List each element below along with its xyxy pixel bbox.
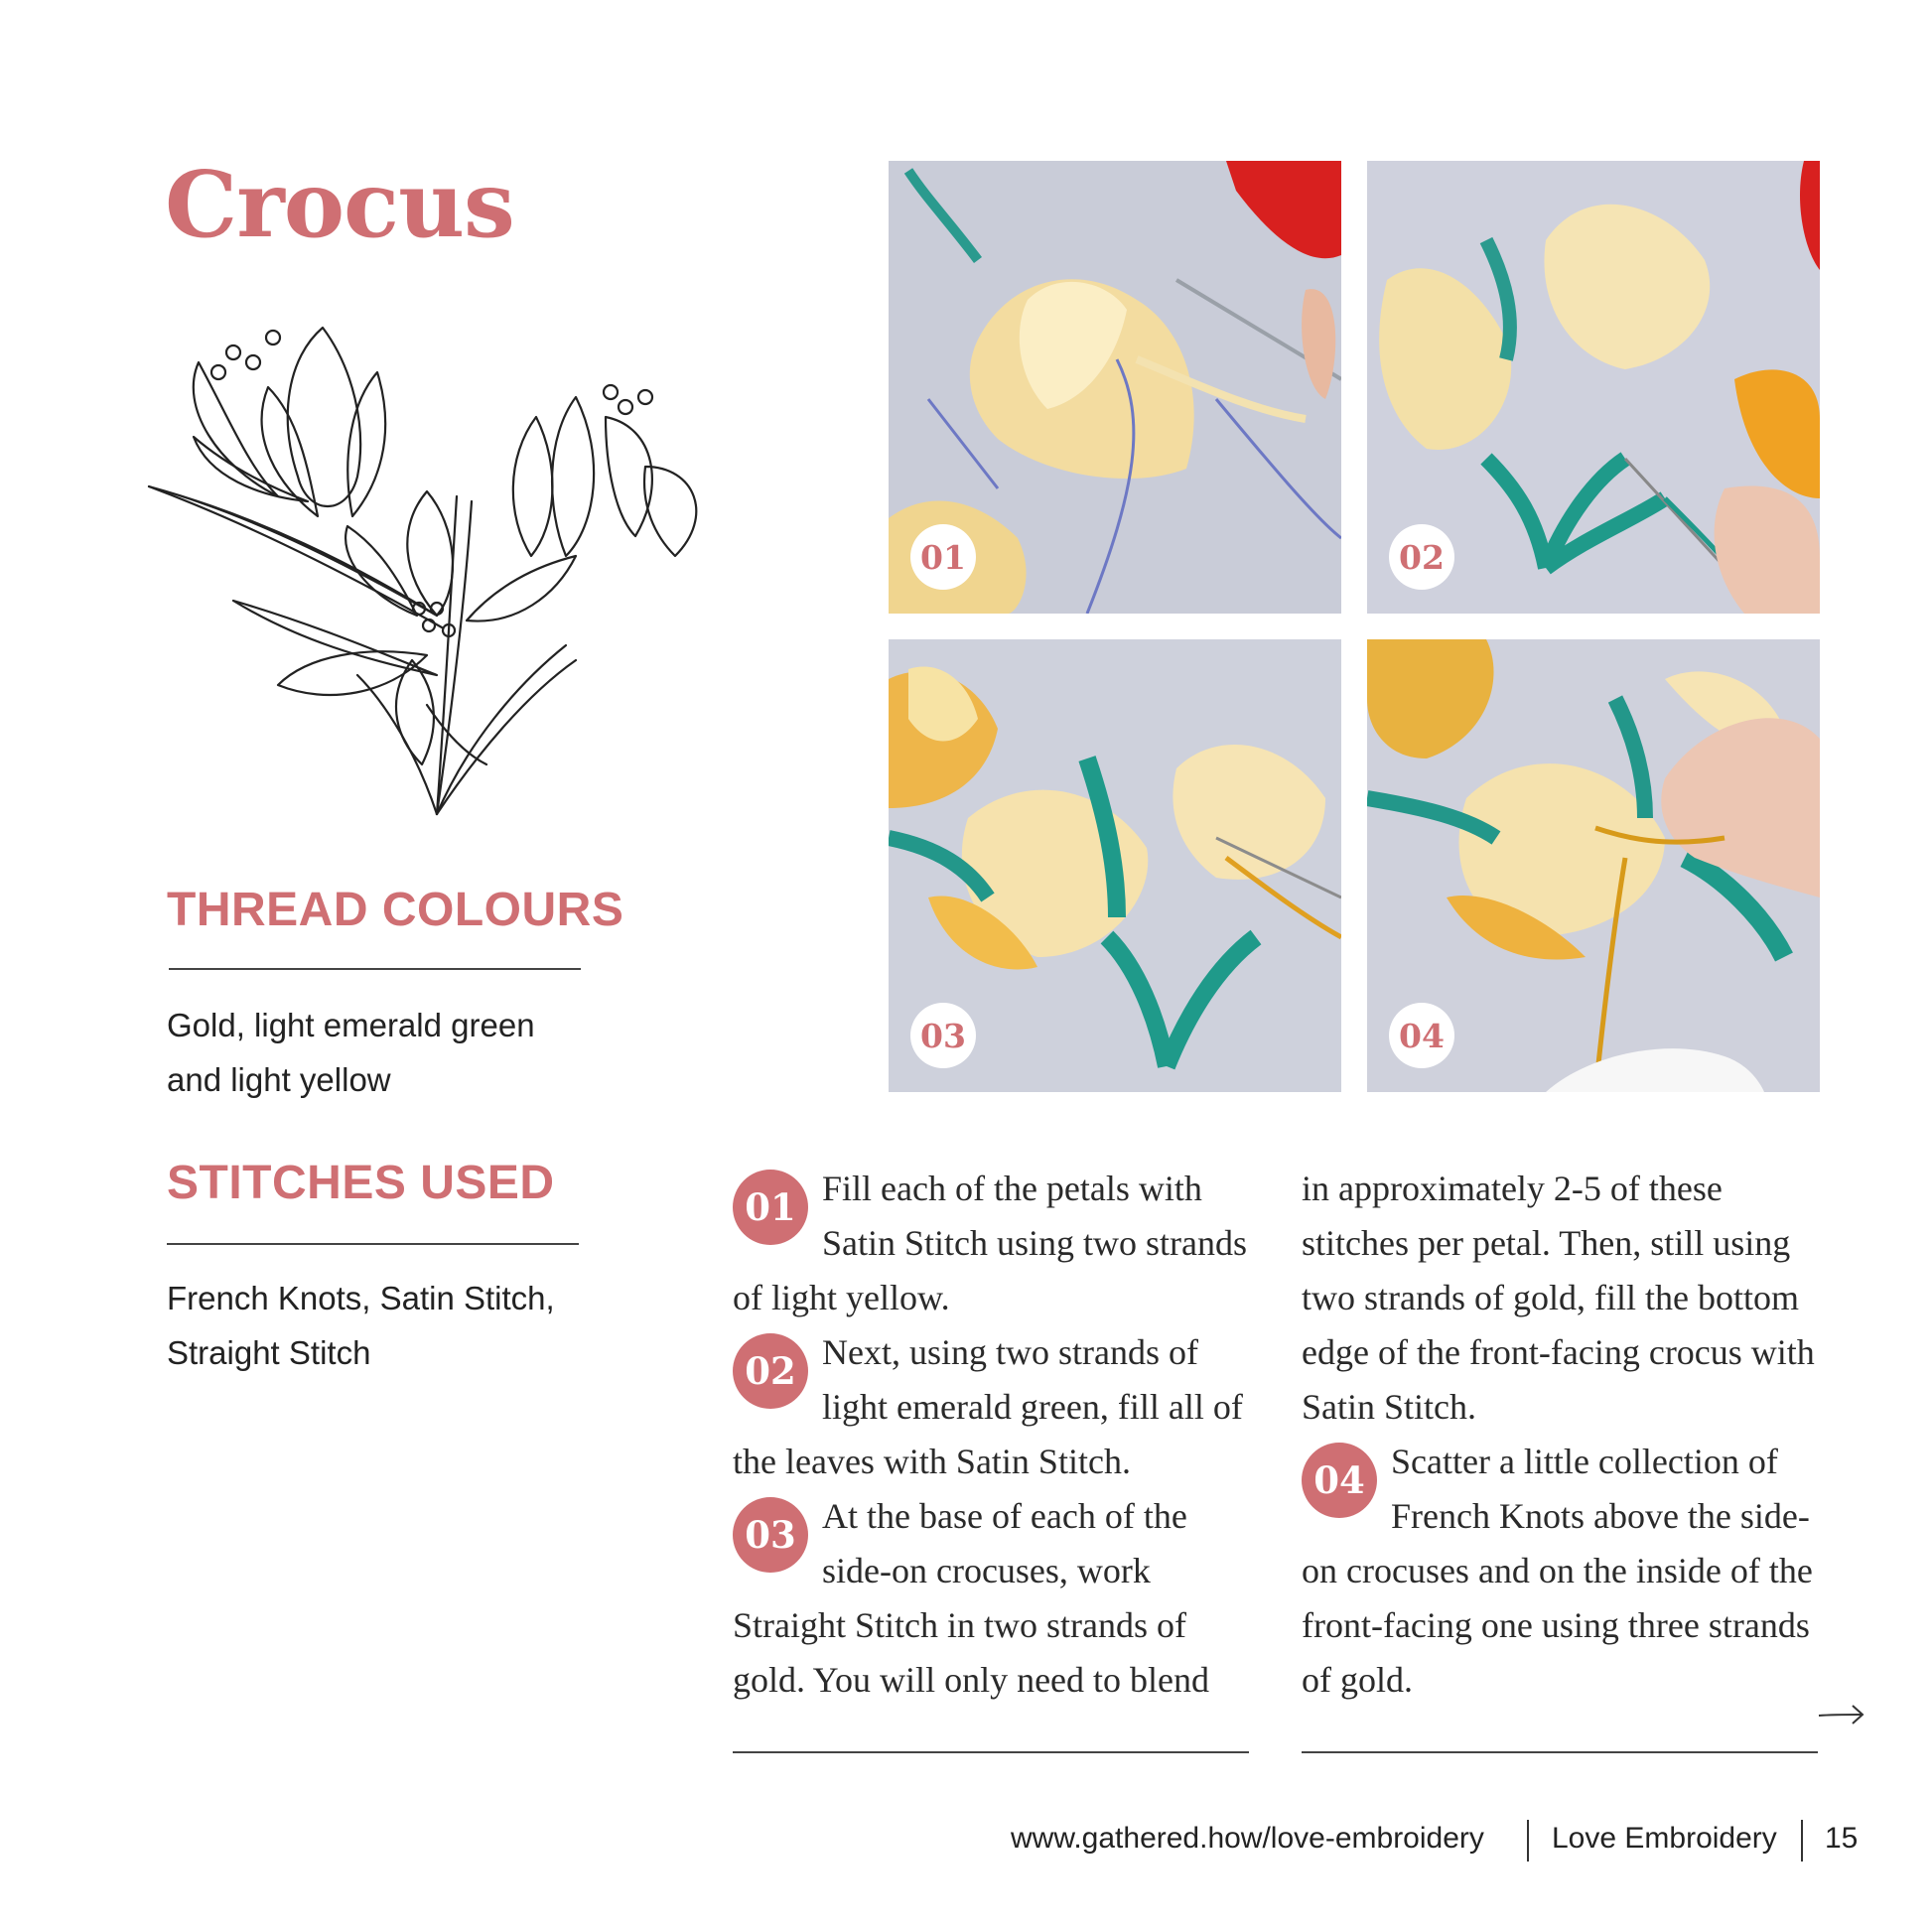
step-photo-04	[1367, 639, 1820, 1092]
step-photo-badge: 01	[910, 524, 976, 590]
footer-divider	[1801, 1820, 1803, 1862]
step-photo-01	[889, 161, 1341, 614]
column-1-bottom-rule	[733, 1751, 1249, 1753]
step-text: Scatter a little collection of French Knots above the side-on crocuses and on the inside of the front-facing one using three strands of gold.	[1302, 1442, 1813, 1700]
step-photo-badge: 03	[910, 1003, 976, 1068]
step-01	[733, 1162, 1249, 1325]
page-number: 15	[1825, 1822, 1859, 1855]
step-number-badge: 04	[1302, 1443, 1377, 1518]
stitches-used-line-1: French Knots, Satin Stitch,	[167, 1280, 555, 1316]
instructions-column-2	[1302, 1162, 1818, 1708]
thread-colours-line-1: Gold, light emerald green	[167, 1007, 535, 1043]
stitches-used-divider	[167, 1243, 579, 1245]
step-number-badge: 02	[733, 1333, 808, 1409]
step-text: At the base of each of the side-on crocuses, work Straight Stitch in two strands of gold. You will only need to blend	[733, 1496, 1210, 1700]
step-number-badge: 03	[733, 1497, 808, 1573]
step-02	[733, 1325, 1249, 1489]
footer-divider	[1527, 1820, 1529, 1862]
step-text: in approximately 2-5 of these stitches per petal. Then, still using two strands of gold, fill the bottom edge of the front-facing crocus with Satin Stitch.	[1302, 1169, 1815, 1427]
crocus-pattern-illustration	[139, 318, 834, 834]
footer-magazine-name: Love Embroidery	[1552, 1822, 1777, 1855]
step-photo-badge: 02	[1389, 524, 1454, 590]
step-photo-02	[1367, 161, 1820, 614]
stitches-used-heading: STITCHES USED	[167, 1157, 555, 1209]
page-title: Crocus	[165, 151, 514, 258]
thread-colours-heading: THREAD COLOURS	[167, 884, 624, 936]
step-04	[1302, 1435, 1818, 1708]
step-number-badge: 01	[733, 1170, 808, 1245]
stitches-used-line-2: Straight Stitch	[167, 1334, 371, 1371]
arrow-right-icon	[1817, 1700, 1866, 1734]
thread-colours-text	[167, 998, 623, 1107]
column-2-bottom-rule	[1302, 1751, 1818, 1753]
instructions-column-1	[733, 1162, 1249, 1708]
step-text: Next, using two strands of light emerald green, fill all of the leaves with Satin Stitch.	[733, 1332, 1243, 1481]
step-03-continued	[1302, 1162, 1818, 1435]
thread-colours-line-2: and light yellow	[167, 1061, 391, 1098]
step-text: Fill each of the petals with Satin Stitch using two strands of light yellow.	[733, 1169, 1248, 1317]
step-photo-badge: 04	[1389, 1003, 1454, 1068]
footer-url[interactable]: www.gathered.how/love-embroidery	[1011, 1822, 1484, 1855]
step-03	[733, 1489, 1249, 1708]
stitches-used-text	[167, 1271, 623, 1380]
step-photo-03	[889, 639, 1341, 1092]
thread-colours-divider	[169, 968, 581, 970]
